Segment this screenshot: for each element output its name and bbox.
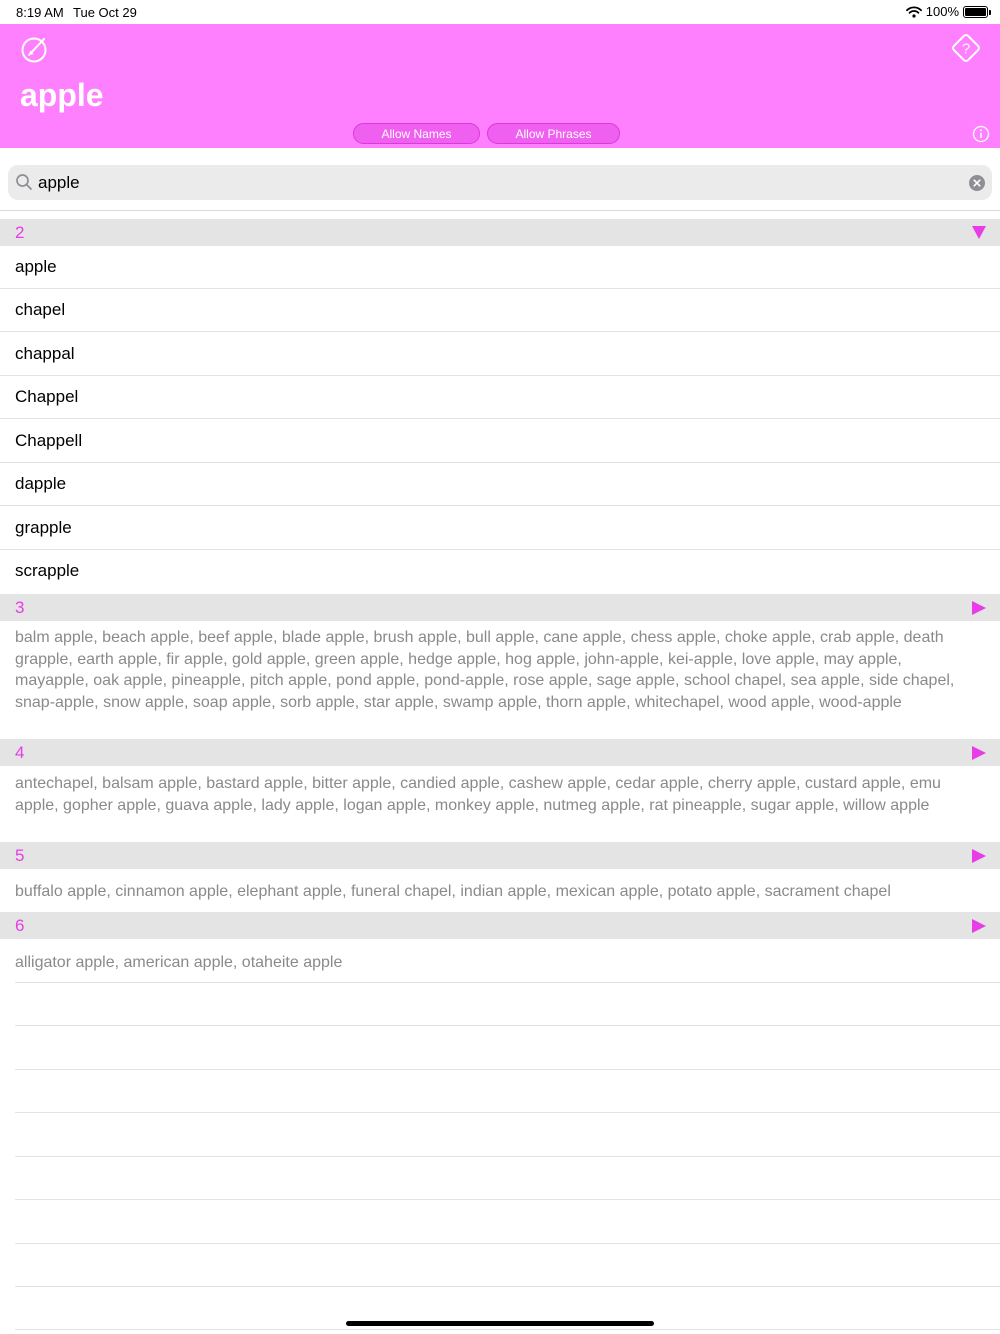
edit-compass-icon[interactable] [20, 34, 50, 64]
word-label: apple [15, 257, 57, 276]
list-item[interactable] [0, 463, 1000, 506]
expand-triangle-icon[interactable] [972, 746, 986, 760]
word-label: chapel [15, 300, 66, 319]
wifi-icon [906, 6, 922, 18]
list-item[interactable] [0, 333, 1000, 376]
status-indicators [906, 4, 988, 19]
word-label: chappal [15, 344, 75, 363]
list-item[interactable] [0, 246, 1000, 289]
section-header-2[interactable] [0, 219, 1000, 246]
search-bar[interactable] [8, 165, 992, 200]
row-separator [15, 1069, 1000, 1070]
section-summary[interactable]: buffalo apple, cinnamon apple, elephant apple, funeral chapel, indian apple, mexican apple, potato apple, sacrament chapel [15, 883, 891, 900]
search-input[interactable] [38, 165, 958, 200]
section-summary[interactable]: balm apple, beach apple, beef apple, blade apple, brush apple, bull apple, cane apple, chess apple, choke apple, crab apple, death grapple, earth apple, fir apple, gold apple, green apple, hedge apple, hog apple, john-apple, kei-apple, love apple, may apple, mayapple, oak apple, pineapple, pitch apple, pond apple, pond-apple, rose apple, sage apple, school chapel, sea apple, side chapel, snap-apple, snow apple, soap apple, sorb apple, star apple, swamp apple, thorn apple, whitechapel, wood apple, wood-apple [15, 629, 955, 711]
section-count: 5 [15, 846, 25, 865]
page-title: apple [20, 77, 104, 113]
word-label: Chappel [15, 387, 79, 406]
word-label: scrapple [15, 561, 80, 580]
section-count: 6 [15, 916, 25, 935]
allow-phrases-button[interactable]: Allow Phrases [487, 123, 620, 144]
expand-triangle-icon[interactable] [972, 919, 986, 933]
header-bar [0, 24, 1000, 148]
list-item[interactable] [0, 420, 1000, 463]
row-separator [15, 1243, 1000, 1244]
row-separator [15, 1112, 1000, 1113]
home-indicator[interactable] [346, 1321, 654, 1326]
section-header-6[interactable] [0, 912, 1000, 939]
status-date: Tue Oct 29 [73, 5, 137, 20]
list-item[interactable] [0, 550, 1000, 593]
section-count: 3 [15, 598, 25, 617]
section-summary[interactable]: antechapel, balsam apple, bastard apple, bitter apple, candied apple, cashew apple, cedar apple, cherry apple, custard apple, emu apple, gopher apple, guava apple, lady apple, logan apple, monkey apple, nutmeg apple, rat pineapple, sugar apple, willow apple [15, 775, 941, 814]
search-icon [15, 173, 33, 191]
section-header-4[interactable] [0, 739, 1000, 766]
allow-names-button[interactable]: Allow Names [353, 123, 480, 144]
help-diamond-icon[interactable] [950, 32, 982, 64]
row-separator [15, 1286, 1000, 1287]
row-separator [15, 1025, 1000, 1026]
word-label: grapple [15, 518, 72, 537]
info-icon[interactable] [972, 125, 990, 143]
battery-icon [963, 6, 988, 18]
row-separator [15, 1156, 1000, 1157]
clear-search-icon[interactable] [969, 175, 985, 191]
row-separator [15, 1329, 1000, 1330]
collapse-triangle-icon[interactable] [972, 226, 986, 240]
expand-triangle-icon[interactable] [972, 601, 986, 615]
word-label: dapple [15, 474, 67, 493]
battery-percent: 100% [925, 4, 959, 19]
list-item[interactable] [0, 507, 1000, 550]
status-bar [0, 0, 1000, 24]
svg-text:?: ? [961, 40, 971, 58]
row-separator [15, 1199, 1000, 1200]
word-label: Chappell [15, 431, 83, 450]
section-count: 2 [15, 223, 25, 242]
status-time: 8:19 AM [16, 5, 64, 20]
search-divider [0, 210, 1000, 211]
row-separator [15, 982, 1000, 983]
section-header-3[interactable] [0, 594, 1000, 621]
section-header-5[interactable] [0, 842, 1000, 869]
section-summary[interactable]: alligator apple, american apple, otaheite apple [15, 954, 343, 971]
section-count: 4 [15, 743, 25, 762]
list-item[interactable] [0, 376, 1000, 419]
list-item[interactable] [0, 289, 1000, 332]
expand-triangle-icon[interactable] [972, 849, 986, 863]
